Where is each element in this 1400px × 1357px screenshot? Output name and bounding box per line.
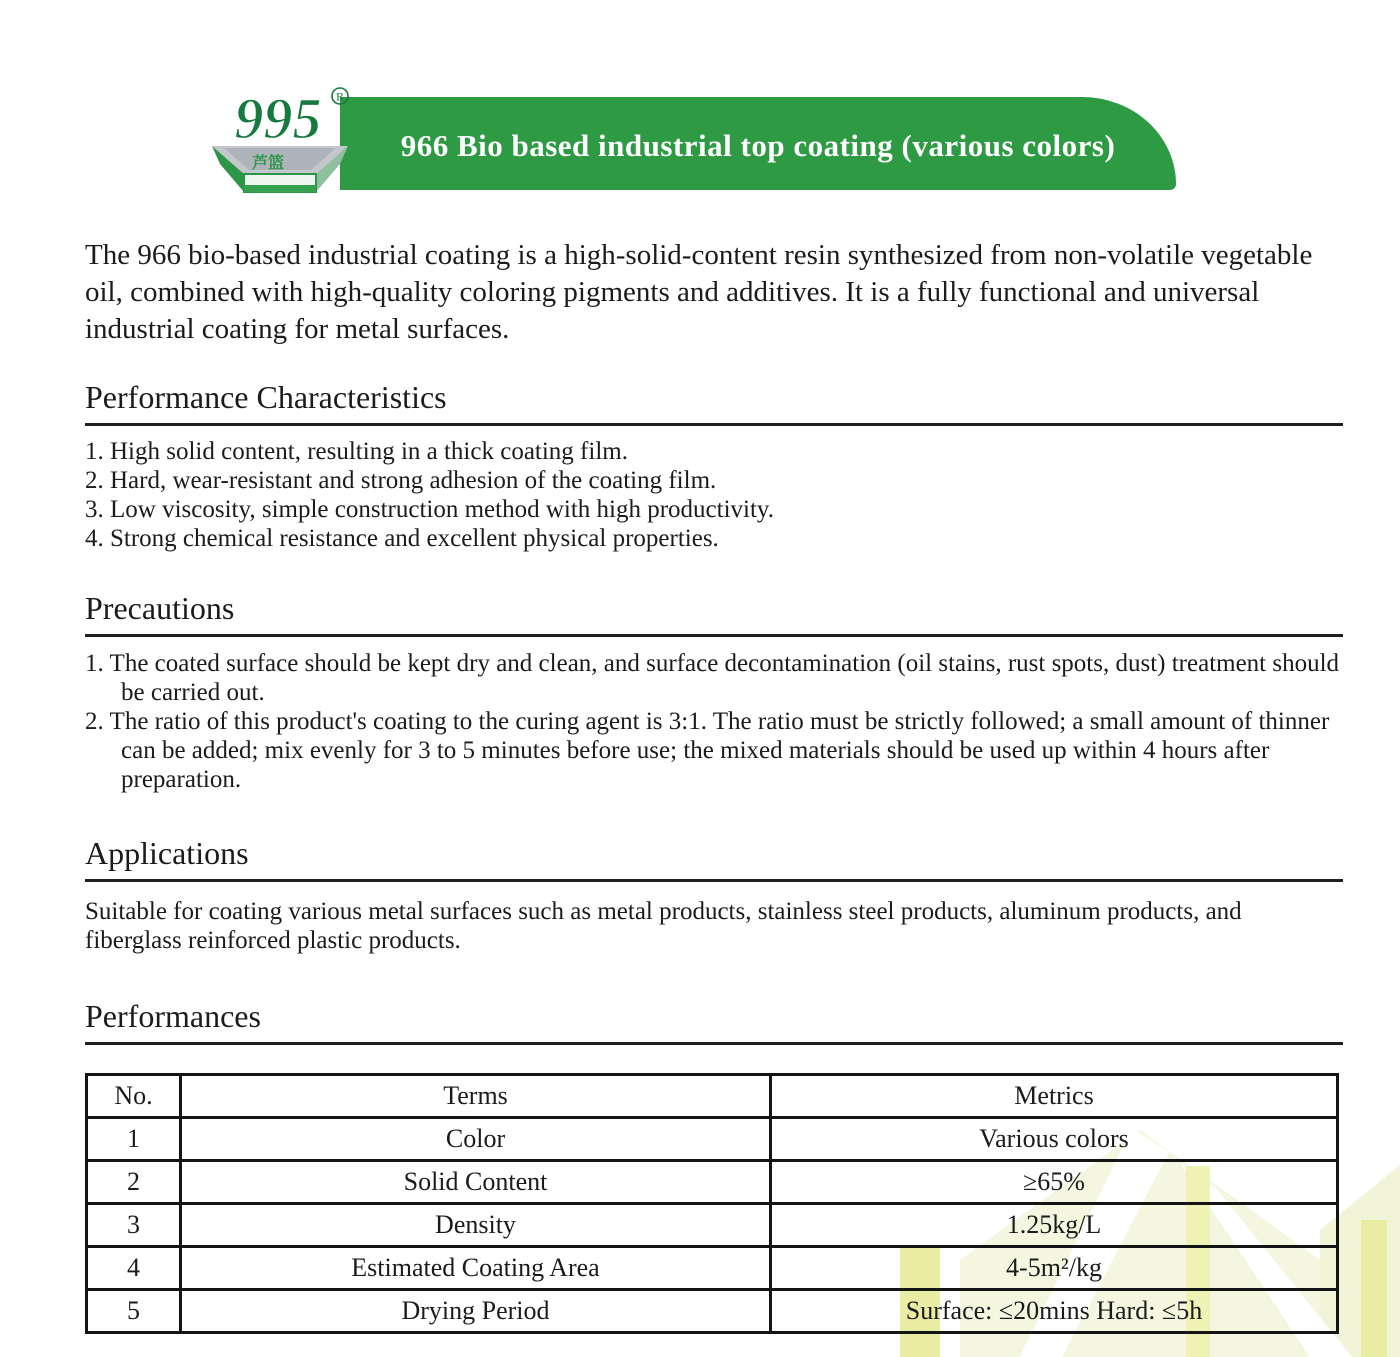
table-cell: Drying Period xyxy=(181,1290,771,1333)
table-cell: 1.25kg/L xyxy=(771,1204,1338,1247)
heading-performances: Performances xyxy=(85,998,261,1034)
heading-precautions: Precautions xyxy=(85,590,235,626)
applications-paragraph: Suitable for coating various metal surfaces such as metal products, stainless steel products, aluminum products, and fiberglass reinforced plastic products. xyxy=(85,898,1242,954)
table-row xyxy=(87,1290,1338,1333)
table-row xyxy=(87,1118,1338,1161)
performance-characteristics-list xyxy=(85,437,1343,553)
heading-performance-characteristics: Performance Characteristics xyxy=(85,379,447,415)
table-cell: 3 xyxy=(87,1204,181,1247)
brand-logo-995 xyxy=(210,84,350,196)
performance-item: 3. Low viscosity, simple construction method with high productivity. xyxy=(85,496,775,523)
table-row xyxy=(87,1161,1338,1204)
precaution-item: 2. The ratio of this product's coating to the curing agent is 3:1. The ratio must be strictly followed; a small amount of thinner can be added; mix evenly for 3 to 5 minutes before use; the mixed materials should be used up within 4 hours after preparation. xyxy=(85,708,1330,793)
table-cell: 2 xyxy=(87,1161,181,1204)
logo-subtext: 芦篮 xyxy=(251,155,285,172)
intro-paragraph: The 966 bio-based industrial coating is a high-solid-content resin synthesized from non-volatile vegetable oil, combined with high-quality coloring pigments and additives. It is a fully functional and universal industrial coating for metal surfaces. xyxy=(85,239,1313,345)
main-content xyxy=(85,190,1343,1334)
performance-item: 4. Strong chemical resistance and excellent physical properties. xyxy=(85,525,719,552)
page-title: 966 Bio based industrial top coating (various colors) xyxy=(400,127,1116,163)
section-divider xyxy=(85,634,1343,637)
section-divider xyxy=(85,1042,1343,1045)
table-cell: ≥65% xyxy=(771,1161,1338,1204)
header xyxy=(0,0,1400,200)
performance-item: 1. High solid content, resulting in a thick coating film. xyxy=(85,438,628,465)
table-cell: Estimated Coating Area xyxy=(181,1247,771,1290)
precaution-item: 1. The coated surface should be kept dry and clean, and surface decontamination (oil stains, rust spots, dust) treatment should be carried out. xyxy=(85,650,1340,706)
table-cell: 1 xyxy=(87,1118,181,1161)
title-banner xyxy=(340,97,1176,190)
section-divider xyxy=(85,423,1343,426)
logo-number: 995 xyxy=(234,86,322,151)
table-cell: Surface: ≤20mins Hard: ≤5h xyxy=(771,1290,1338,1333)
table-cell: Various colors xyxy=(771,1118,1338,1161)
table-cell: 4-5m²/kg xyxy=(771,1247,1338,1290)
table-header-cell: No. xyxy=(87,1075,181,1118)
table-cell: Solid Content xyxy=(181,1161,771,1204)
table-row xyxy=(87,1204,1338,1247)
table-cell: Density xyxy=(181,1204,771,1247)
precautions-list xyxy=(85,649,1343,794)
section-divider xyxy=(85,879,1343,882)
table-cell: 4 xyxy=(87,1247,181,1290)
table-row xyxy=(87,1247,1338,1290)
table-header-row xyxy=(87,1075,1338,1118)
table-header-cell: Metrics xyxy=(771,1075,1338,1118)
heading-applications: Applications xyxy=(85,835,249,871)
svg-text:R: R xyxy=(335,89,345,104)
performances-table xyxy=(85,1073,1339,1334)
table-header-cell: Terms xyxy=(181,1075,771,1118)
performance-item: 2. Hard, wear-resistant and strong adhesion of the coating film. xyxy=(85,467,717,494)
table-cell: 5 xyxy=(87,1290,181,1333)
table-cell: Color xyxy=(181,1118,771,1161)
